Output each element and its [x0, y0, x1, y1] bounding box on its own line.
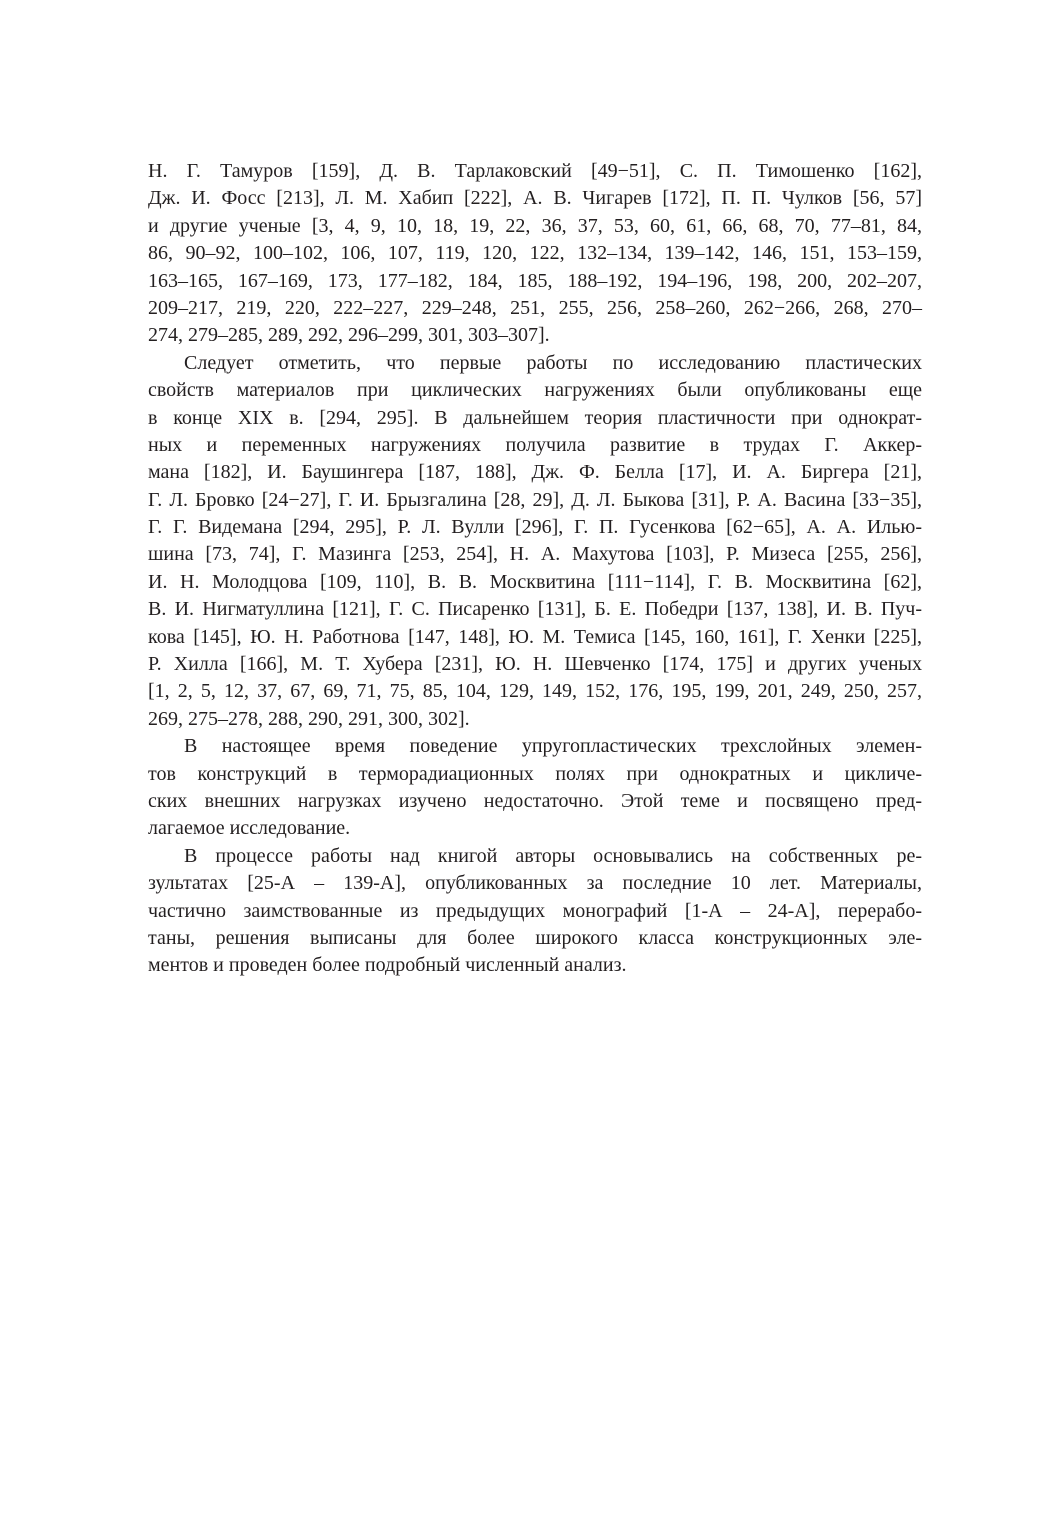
paragraph-current-state [148, 733, 922, 843]
text-line: ментов и проведен более подробный численный анализ. [148, 954, 627, 977]
text-line: тов конструкций в терморадиационных полях при однократных и цикличе- [148, 762, 922, 785]
text-line: свойств материалов при циклических нагружениях были опубликованы еще [148, 379, 922, 402]
text-line: В процессе работы над книгой авторы основывались на собственных ре- [184, 844, 922, 867]
paragraph-authors-work [148, 843, 922, 980]
text-line: зультатах [25-А – 139-А], опубликованных за последние 10 лет. Материалы, [148, 872, 922, 895]
text-line: Р. Хилла [166], М. Т. Хубера [231], Ю. Н. Шевченко [174, 175] и других ученых [148, 653, 922, 676]
text-line: Н. Г. Тамуров [159], Д. В. Тарлаковский [49−51], С. П. Тимошенко [162], [148, 160, 922, 182]
text-line: и другие ученые [3, 4, 9, 10, 18, 19, 22, 36, 37, 53, 60, 61, 66, 68, 70, 77–81, 84, [148, 214, 922, 237]
paragraph-history [148, 350, 922, 733]
text-line: В настоящее время поведение упругопластических трехслойных элемен- [184, 735, 922, 758]
text-line: шина [73, 74], Г. Мазинга [253, 254], Н. А. Махутова [103], Р. Мизеса [255, 256], [148, 543, 922, 566]
text-line: 269, 275–278, 288, 290, 291, 300, 302]. [148, 707, 470, 730]
text-line: 86, 90–92, 100–102, 106, 107, 119, 120, 122, 132–134, 139–142, 146, 151, 153–159, [148, 242, 922, 265]
text-line: мана [182], И. Баушингера [187, 188], Дж. Ф. Белла [17], И. А. Биргера [21], [148, 461, 922, 484]
text-line: И. Н. Молодцова [109, 110], В. В. Москвитина [111−114], Г. В. Москвитина [62], [148, 570, 922, 593]
text-line: Г. Г. Видемана [294, 295], Р. Л. Вулли [296], Г. П. Гусенкова [62−65], А. А. Илью- [148, 516, 922, 539]
paragraph-references-continued [148, 158, 922, 350]
body-text [148, 158, 922, 980]
text-line: Следует отметить, что первые работы по исследованию пластических [184, 351, 922, 374]
text-line: в конце XIX в. [294, 295]. В дальнейшем теория пластичности при однократ- [148, 406, 922, 429]
text-line: кова [145], Ю. Н. Работнова [147, 148], Ю. М. Темиса [145, 160, 161], Г. Хенки [225], [148, 625, 922, 648]
text-line: 209–217, 219, 220, 222–227, 229–248, 251, 255, 256, 258–260, 262−266, 268, 270– [148, 296, 922, 319]
text-line: таны, решения выписаны для более широкого класса конструкционных эле- [148, 926, 922, 949]
text-line: Дж. И. Фосс [213], Л. М. Хабип [222], А. В. Чигарев [172], П. П. Чулков [56, 57] [148, 187, 922, 210]
text-line: В. И. Нигматуллина [121], Г. С. Писаренко [131], Б. Е. Победри [137, 138], И. В. Пуч- [148, 598, 922, 621]
text-line: 163–165, 167–169, 173, 177–182, 184, 185, 188–192, 194–196, 198, 200, 202–207, [148, 269, 922, 292]
text-line: ских внешних нагрузках изучено недостаточно. Этой теме и посвящено пред- [148, 789, 922, 812]
text-line: ных и переменных нагружениях получила развитие в трудах Г. Аккер- [148, 433, 922, 456]
text-line: частично заимствованные из предыдущих монографий [1-А – 24-А], перерабо- [148, 899, 922, 922]
text-line: 274, 279–285, 289, 292, 296–299, 301, 303–307]. [148, 324, 550, 347]
text-line: лагаемое исследование. [148, 817, 351, 840]
text-line: Г. Л. Бровко [24−27], Г. И. Брызгалина [28, 29], Д. Л. Быкова [31], Р. А. Васина [33−35], [148, 488, 922, 511]
text-line: [1, 2, 5, 12, 37, 67, 69, 71, 75, 85, 104, 129, 149, 152, 176, 195, 199, 201, 249, 250, 257, [148, 680, 922, 703]
